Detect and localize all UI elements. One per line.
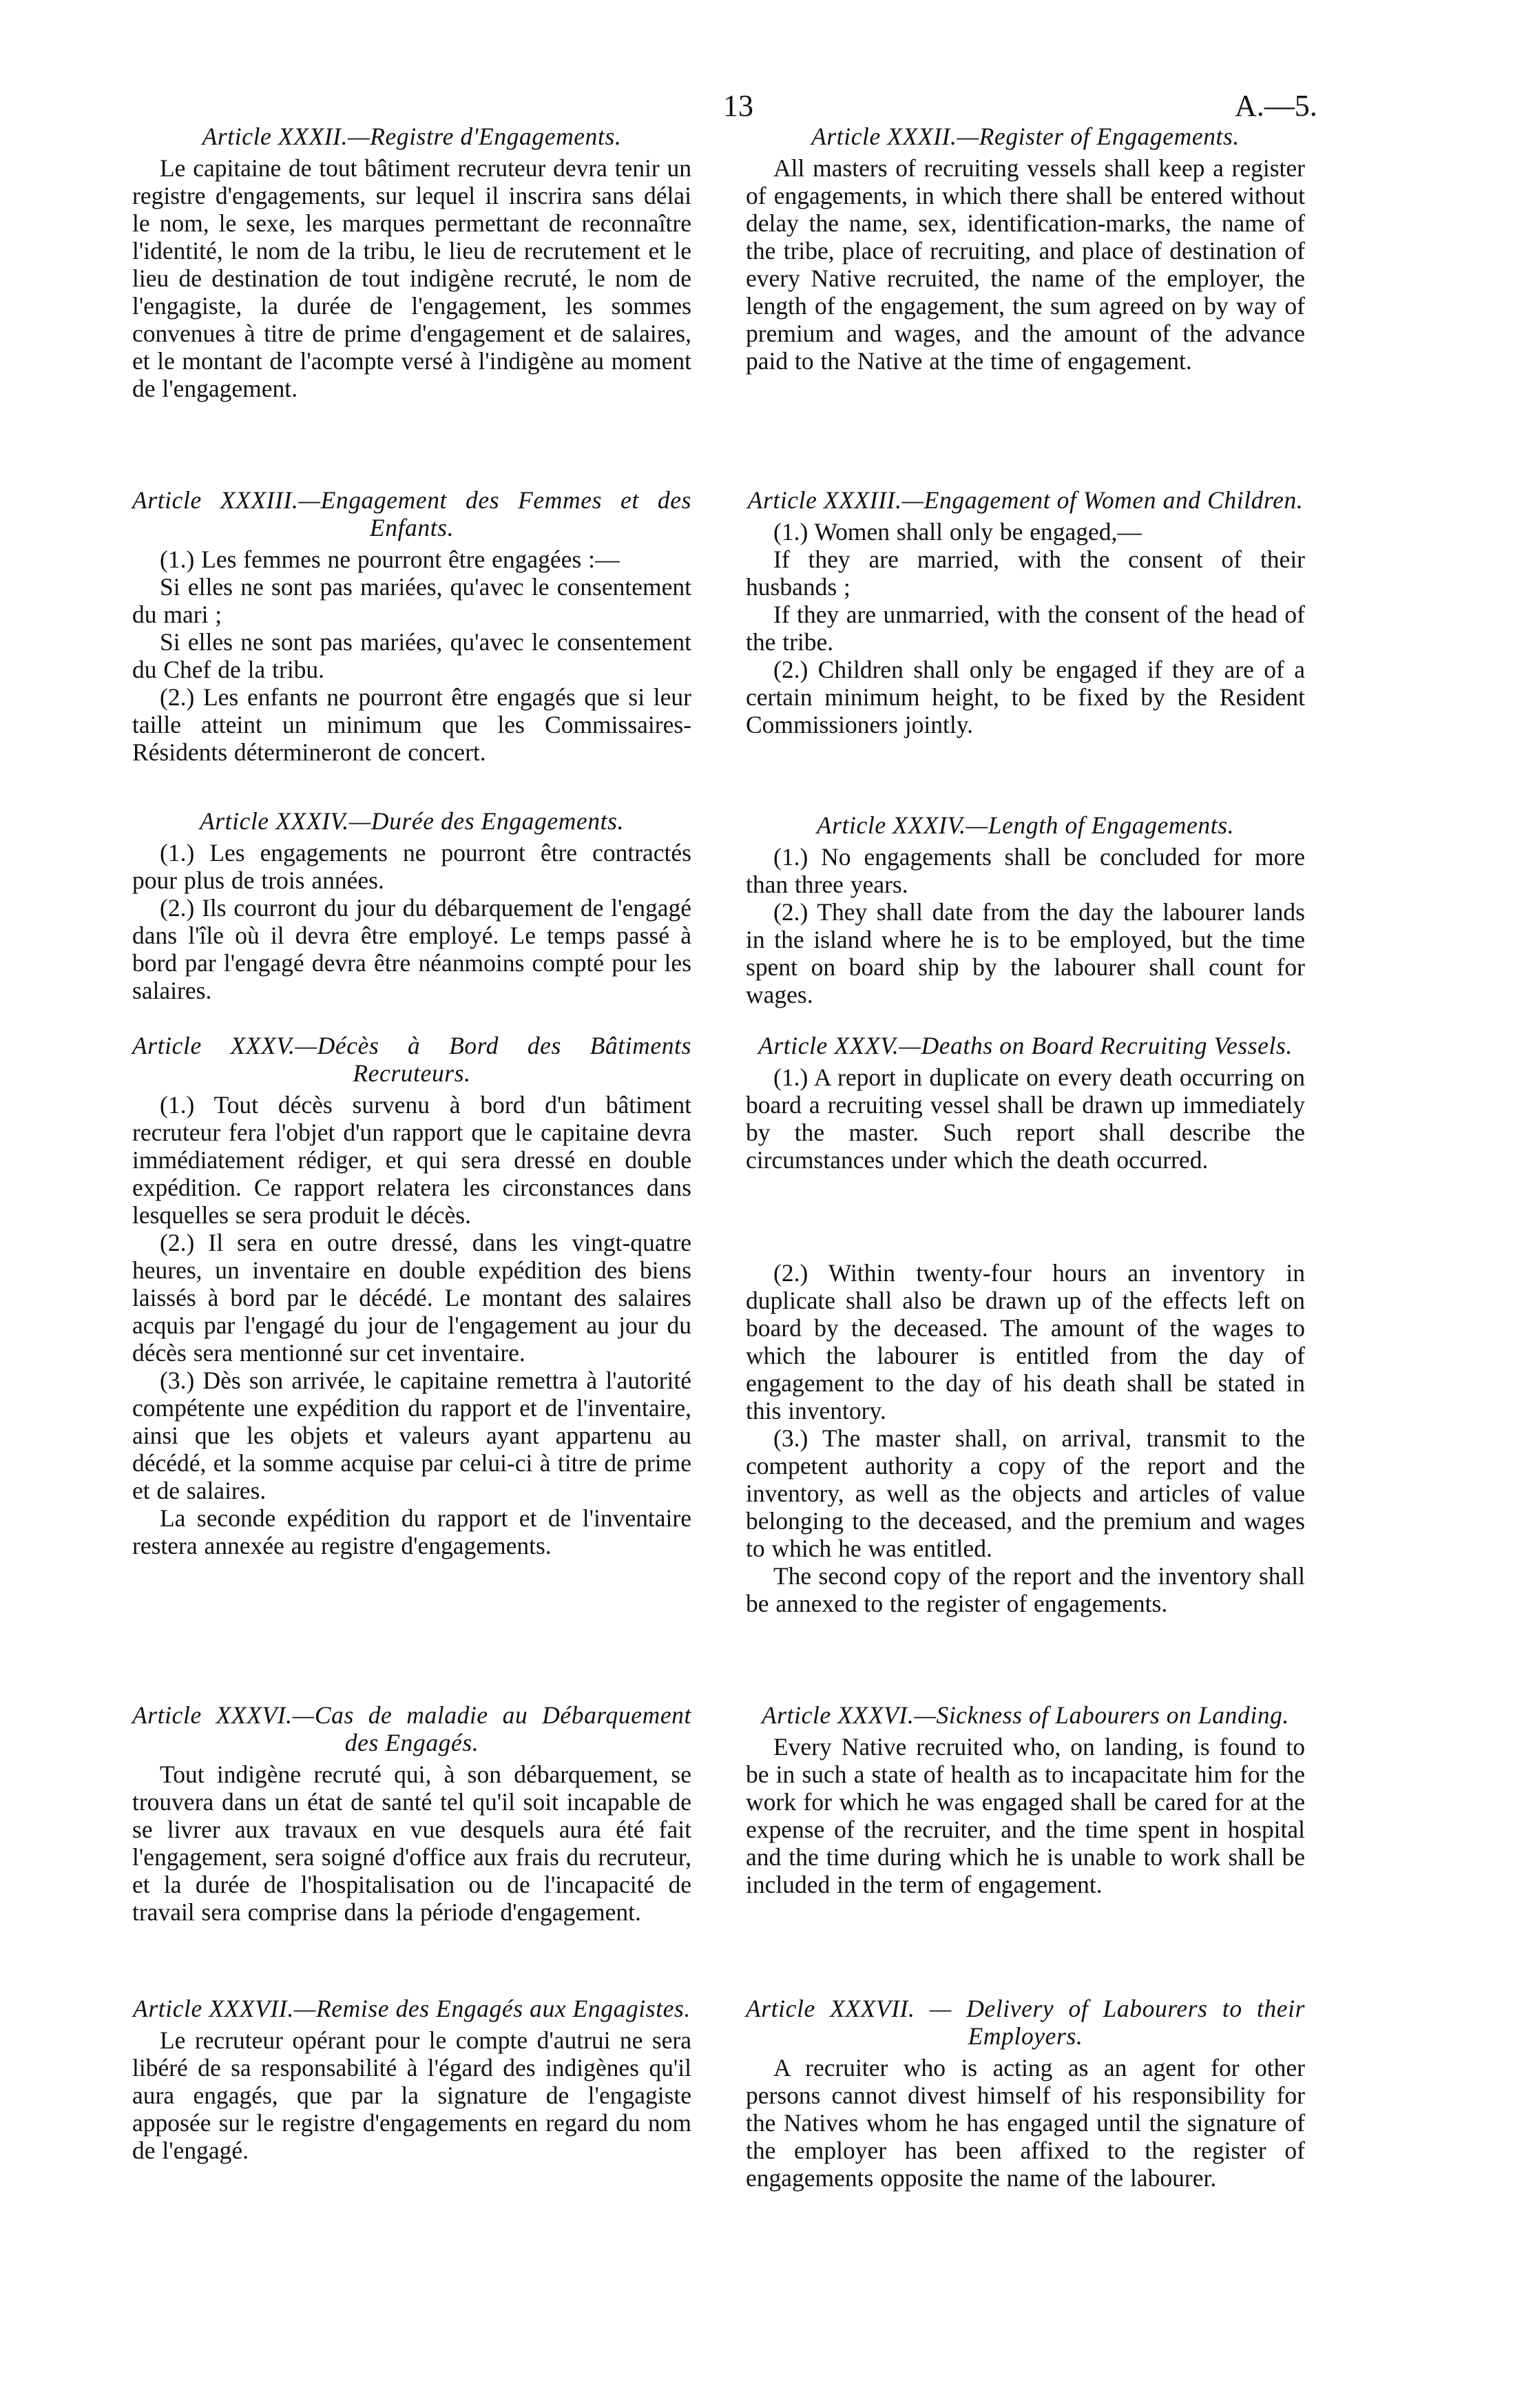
paragraph: (3.) The master shall, on arrival, transmit to the competent authority a copy of the report and the inventory, as well as the objects and articles of value belonging to the deceased, and the premium and wages to which he was entitled. [746,1424,1305,1562]
paragraph: (2.) They shall date from the day the labourer lands in the island where he is to be employed, but the time spent on board ship by the labourer shall count for wages. [746,898,1305,1008]
article-heading: Article XXXIII.—Engagement des Femmes et des Enfants. [132,486,691,541]
paragraph: (1.) Les femmes ne pourront être engagées :— [160,546,620,573]
paragraph: The second copy of the report and the inventory shall be annexed to the register of engagements. [746,1562,1305,1617]
article-34-en [746,811,1305,1008]
paragraph: Tout indigène recruté qui, à son débarquement, se trouvera dans un état de santé tel qu'il soit incapable de se livrer aux travaux en vue desquels aura été fait l'engagement, sera soigné d'office aux frais du recruteur, et la durée de l'hospitalisation ou de l'incapacité de travail sera comprise dans la période d'engagement. [132,1761,691,1926]
article-heading: Article XXXV.—Décès à Bord des Bâtiments Recruteurs. [132,1032,691,1087]
article-37-en [746,1995,1305,2192]
paragraph: (2.) Les enfants ne pourront être engagés que si leur taille atteint un minimum que les Commissaires-Résidents détermineront de concert. [132,683,691,766]
article-33-fr [132,486,691,766]
paragraph: (1.) Women shall only be engaged,— [773,518,1142,546]
article-35-fr [132,1032,691,1559]
paragraph: (2.) Children shall only be engaged if they are of a certain minimum height, to be fixed by the Resident Commissioners jointly. [746,656,1305,738]
paragraph: (2.) Within twenty-four hours an inventory in duplicate shall also be drawn up of the effects left on board by the deceased. The amount of the wages to which the labourer is entitled from the day of engagement to the day of his death shall be stated in this inventory. [746,1259,1305,1424]
paragraph: (1.) Tout décès survenu à bord d'un bâtiment recruteur fera l'objet d'un rapport que le capitaine devra immédiatement rédiger, et qui sera dressé en double expédition. Ce rapport relatera les circonstances dans lesquelles se sera produit le décès. [132,1091,691,1229]
article-37-fr [132,1995,691,2164]
article-heading: Article XXXVII.—Remise des Engagés aux Engagistes. [133,1995,691,2022]
article-32-en [746,123,1305,375]
paragraph: (2.) Ils courront du jour du débarquement de l'engagé dans l'île où il devra être employé. Le temps passé à bord par l'engagé devra être néanmoins compté pour les salaires. [132,894,691,1004]
article-heading: Article XXXVI.—Cas de maladie au Débarquement des Engagés. [132,1701,691,1756]
paragraph: Si elles ne sont pas mariées, qu'avec le consentement du Chef de la tribu. [132,628,691,683]
article-heading: Article XXXVI.—Sickness of Labourers on Landing. [761,1701,1289,1729]
paragraph: (1.) No engagements shall be concluded for more than three years. [746,843,1305,898]
article-36-en [746,1701,1305,1898]
paragraph: (2.) Il sera en outre dressé, dans les vingt-quatre heures, un inventaire en double expédition des biens laissés à bord par le décédé. Le montant des salaires acquis par l'engagé du jour de l'engagement au jour du décès sera mentionné sur cet inventaire. [132,1229,691,1367]
article-35-en [746,1032,1305,1174]
article-heading: Article XXXIII.—Engagement of Women and Children. [747,486,1304,514]
article-heading: Article XXXVII. — Delivery of Labourers to their Employers. [746,1995,1305,2050]
article-heading: Article XXXII.—Register of Engagements. [811,123,1240,150]
paragraph: La seconde expédition du rapport et de l'inventaire restera annexée au registre d'engagements. [132,1504,691,1559]
article-heading: Article XXXV.—Deaths on Board Recruiting Vessels. [758,1032,1293,1059]
paragraph: (3.) Dès son arrivée, le capitaine remettra à l'autorité compétente une expédition du rapport et de l'inventaire, ainsi que les objets et valeurs ayant appartenu au décédé, et la somme acquise par celui-ci à titre de prime et de salaires. [132,1367,691,1504]
article-32-fr [132,123,691,402]
paragraph: Si elles ne sont pas mariées, qu'avec le consentement du mari ; [132,573,691,628]
paragraph: Every Native recruited who, on landing, is found to be in such a state of health as to incapacitate him for the work for which he was engaged shall be cared for at the expense of the recruiter, and the time spent in hospital and the time during which he is unable to work shall be included in the term of engagement. [746,1733,1305,1898]
article-34-fr [132,807,691,1004]
article-36-fr [132,1701,691,1926]
article-35-en-continued [746,1259,1305,1617]
page-number: 13 [723,89,753,123]
document-reference: A.—5. [1235,89,1317,123]
article-heading: Article XXXII.—Registre d'Engagements. [202,123,622,150]
paragraph: If they are married, with the consent of their husbands ; [746,546,1305,601]
article-33-en [746,486,1305,738]
paragraph: A recruiter who is acting as an agent for other persons cannot divest himself of his responsibility for the Natives whom he has engaged until the signature of the employer has been affixed to the register of engagements opposite the name of the labourer. [746,2054,1305,2192]
paragraph: (1.) A report in duplicate on every death occurring on board a recruiting vessel shall be drawn up immediately by the master. Such report shall describe the circumstances under which the death occurred. [746,1063,1305,1174]
paragraph: Le recruteur opérant pour le compte d'autrui ne sera libéré de sa responsabilité à l'égard des indigènes qu'il aura engagés, que par la signature de l'engagiste apposée sur le registre d'engagements en regard du nom de l'engagé. [132,2026,691,2164]
paragraph: (1.) Les engagements ne pourront être contractés pour plus de trois années. [132,839,691,894]
article-heading: Article XXXIV.—Durée des Engagements. [199,807,625,835]
article-heading: Article XXXIV.—Length of Engagements. [816,811,1235,839]
paragraph: All masters of recruiting vessels shall keep a register of engagements, in which there shall be entered without delay the name, sex, identification-marks, the name of the tribe, place of recruiting, and place of destination of every Native recruited, the name of the employer, the length of the engagement, the sum agreed on by way of premium and wages, and the amount of the advance paid to the Native at the time of engagement. [746,154,1305,375]
paragraph: If they are unmarried, with the consent of the head of the tribe. [746,601,1305,656]
paragraph: Le capitaine de tout bâtiment recruteur devra tenir un registre d'engagements, sur lequel il inscrira sans délai le nom, le sexe, les marques permettant de reconnaître l'identité, le nom de la tribu, le lieu de recrutement et le lieu de destination de tout indigène recruté, le nom de l'engagiste, la durée de l'engagement, les sommes convenues à titre de prime d'engagement et de salaires, et le montant de l'acompte versé à l'indigène au moment de l'engagement. [132,154,691,402]
